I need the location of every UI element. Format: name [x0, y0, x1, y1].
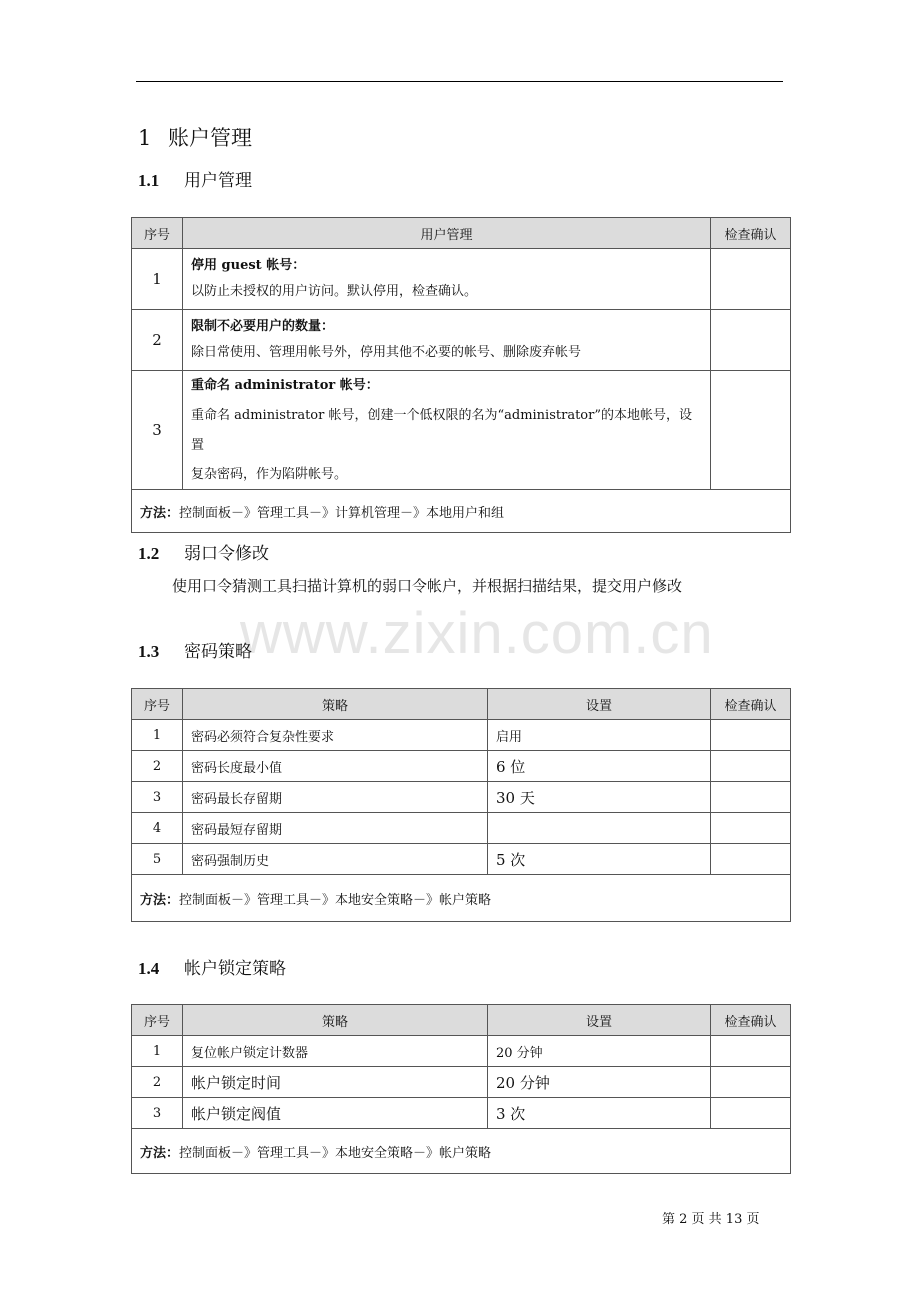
table-header-row: [132, 1005, 791, 1036]
setting-cell: 20 分钟: [488, 1036, 711, 1067]
section-title: 弱口令修改: [184, 544, 269, 564]
section-heading-1-4: [138, 954, 286, 979]
method-text: 控制面板－》管理工具－》本地安全策略－》帐户策略: [179, 1145, 492, 1161]
check-cell[interactable]: [711, 1036, 791, 1067]
header-cell: 用户管理: [183, 218, 711, 249]
header-cell: 检查确认: [711, 218, 791, 249]
table-header-row: [132, 689, 791, 720]
row-number: 5: [132, 844, 183, 875]
section-title: 密码策略: [184, 642, 252, 662]
row-desc: 以防止未授权的用户访问。默认停用，检查确认。: [191, 284, 478, 299]
method-label: 方法：: [140, 1145, 180, 1161]
row-desc: 除日常使用、管理用帐号外，停用其他不必要的帐号、删除废弃帐号: [191, 345, 582, 360]
check-cell[interactable]: [711, 844, 791, 875]
section-title: 用户管理: [184, 171, 252, 191]
check-cell[interactable]: [711, 310, 791, 371]
header-cell: 序号: [132, 689, 183, 720]
policy-cell: 密码最短存留期: [183, 813, 488, 844]
row-title: 停用 guest 帐号：: [191, 258, 306, 273]
row-number: 1: [132, 720, 183, 751]
section-number: 1.1: [138, 171, 160, 190]
row-number: 4: [132, 813, 183, 844]
setting-cell: 6 位: [488, 751, 711, 782]
setting-cell: 3 次: [488, 1098, 711, 1129]
table-row: [132, 1036, 791, 1067]
row-number: 3: [132, 782, 183, 813]
method-cell: [132, 875, 791, 922]
method-label: 方法：: [140, 892, 180, 908]
setting-cell: 启用: [488, 720, 711, 751]
header-cell: 设置: [488, 1005, 711, 1036]
header-cell: 策略: [183, 689, 488, 720]
row-number: 1: [132, 1036, 183, 1067]
method-row: [132, 490, 791, 533]
row-content: [183, 249, 711, 310]
table-row: [132, 1098, 791, 1129]
policy-cell: 密码最长存留期: [183, 782, 488, 813]
header-cell: 设置: [488, 689, 711, 720]
weak-password-paragraph: 使用口令猜测工具扫描计算机的弱口令帐户，并根据扫描结果，提交用户修改: [172, 577, 683, 595]
user-management-table: [131, 217, 791, 533]
check-cell[interactable]: [711, 813, 791, 844]
table-row: [132, 1067, 791, 1098]
policy-cell: 帐户锁定阀值: [183, 1098, 488, 1129]
method-row: [132, 875, 791, 922]
policy-cell: 密码强制历史: [183, 844, 488, 875]
table-header-row: [132, 218, 791, 249]
table-row: [132, 371, 791, 490]
row-number: 3: [132, 1098, 183, 1129]
setting-cell: 5 次: [488, 844, 711, 875]
setting-cell: [488, 813, 711, 844]
row-number: 1: [132, 249, 183, 310]
section-heading-1-3: [138, 637, 252, 662]
setting-cell: 20 分钟: [488, 1067, 711, 1098]
row-number: 2: [132, 751, 183, 782]
header-rule: [136, 81, 783, 82]
method-text: 控制面板－》管理工具－》计算机管理－》本地用户和组: [179, 505, 505, 521]
section-number: 1.4: [138, 959, 160, 978]
header-cell: 策略: [183, 1005, 488, 1036]
section-title: 帐户锁定策略: [184, 959, 286, 979]
header-cell: 序号: [132, 218, 183, 249]
row-content: [183, 371, 711, 490]
check-cell[interactable]: [711, 371, 791, 490]
password-policy-table: [131, 688, 791, 922]
policy-cell: 密码必须符合复杂性要求: [183, 720, 488, 751]
row-number: 2: [132, 310, 183, 371]
check-cell[interactable]: [711, 751, 791, 782]
method-label: 方法：: [140, 505, 180, 521]
row-number: 2: [132, 1067, 183, 1098]
section-number: 1.3: [138, 642, 160, 661]
table-row: [132, 782, 791, 813]
check-cell[interactable]: [711, 249, 791, 310]
table-row: [132, 720, 791, 751]
method-cell: [132, 490, 791, 533]
section-title: 账户管理: [168, 126, 252, 150]
section-number: 1: [138, 126, 152, 150]
row-number: 3: [132, 371, 183, 490]
table-row: [132, 310, 791, 371]
check-cell[interactable]: [711, 1067, 791, 1098]
method-row: [132, 1129, 791, 1174]
section-heading-1: [138, 122, 252, 152]
page-footer: 第 2 页 共 13 页: [662, 1212, 760, 1227]
section-number: 1.2: [138, 544, 160, 563]
header-cell: 序号: [132, 1005, 183, 1036]
watermark: www.zixin.com.cn: [240, 601, 714, 666]
policy-cell: 帐户锁定时间: [183, 1067, 488, 1098]
check-cell[interactable]: [711, 720, 791, 751]
section-heading-1-1: [138, 166, 252, 191]
account-lockout-table: [131, 1004, 791, 1174]
check-cell[interactable]: [711, 1098, 791, 1129]
header-cell: 检查确认: [711, 689, 791, 720]
row-desc: 复杂密码，作为陷阱帐号。: [191, 467, 348, 482]
setting-cell: 30 天: [488, 782, 711, 813]
table-row: [132, 844, 791, 875]
row-desc: 重命名 administrator 帐号，创建一个低权限的名为“administrator”的本地帐号，设置: [191, 408, 692, 453]
section-heading-1-2: [138, 539, 269, 564]
policy-cell: 复位帐户锁定计数器: [183, 1036, 488, 1067]
header-cell: 检查确认: [711, 1005, 791, 1036]
table-row: [132, 249, 791, 310]
row-content: [183, 310, 711, 371]
policy-cell: 密码长度最小值: [183, 751, 488, 782]
table-row: [132, 813, 791, 844]
row-title: 重命名 administrator 帐号：: [191, 378, 379, 393]
table-row: [132, 751, 791, 782]
method-cell: [132, 1129, 791, 1174]
check-cell[interactable]: [711, 782, 791, 813]
row-title: 限制不必要用户的数量：: [191, 319, 335, 334]
method-text: 控制面板－》管理工具－》本地安全策略－》帐户策略: [179, 892, 492, 908]
